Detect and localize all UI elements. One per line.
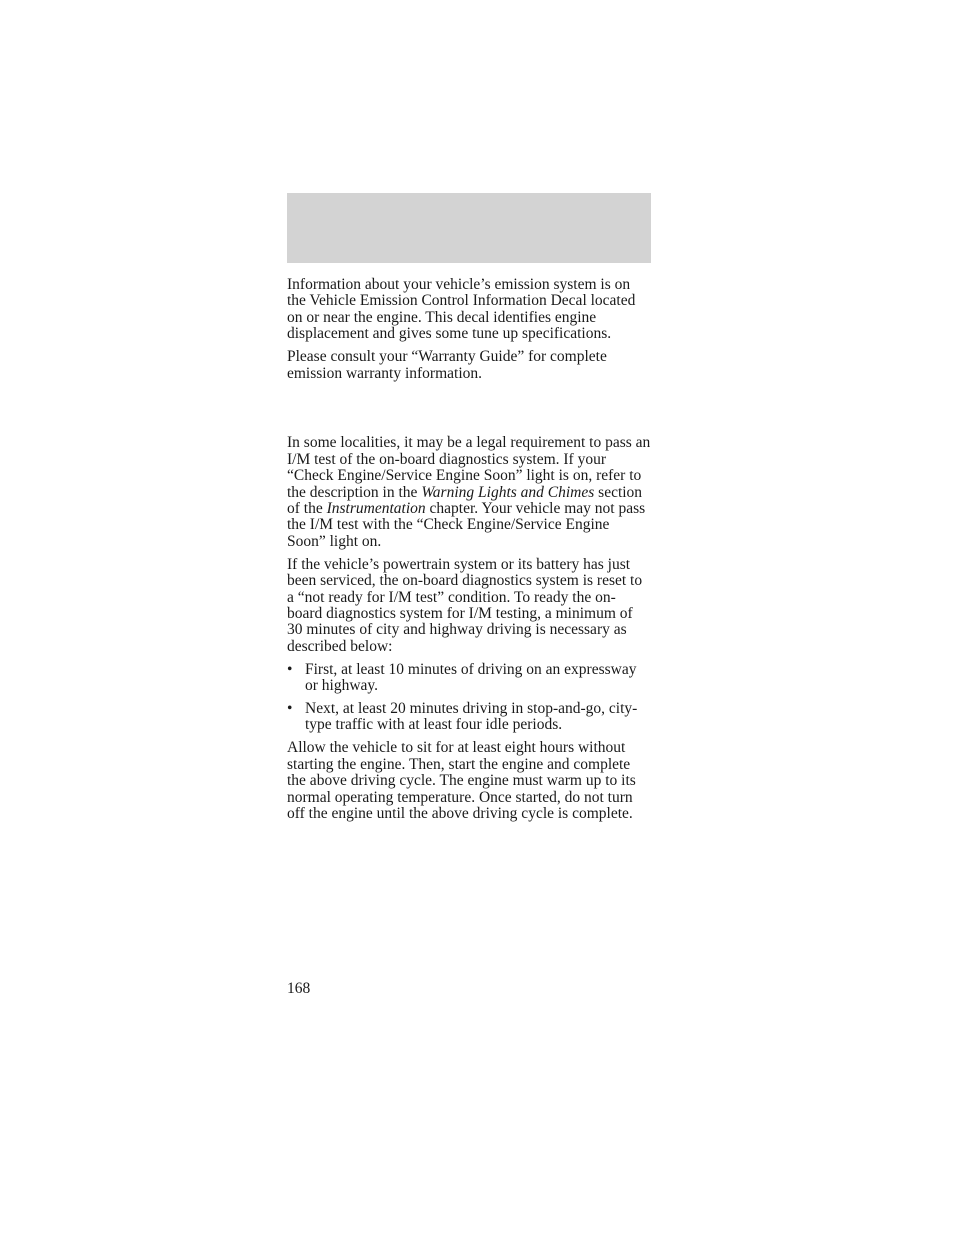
- instrumentation-reference: Instrumentation: [326, 500, 426, 518]
- im-test-text-b: section of the: [287, 483, 643, 518]
- list-item-text: First, at least 10 minutes of driving on an expressway or highway.: [305, 660, 637, 695]
- powertrain-reset-paragraph: If the vehicle’s powertrain system or its battery has just been serviced, the on-board diagnostics system is reset to a “not ready for I/M test” condition. To ready the on-board diagnostics system for I/M testing, a minimum of 30 minutes of city and highway driving is necessary as described below:: [287, 555, 643, 655]
- page-content: [287, 277, 651, 829]
- list-item: [287, 701, 651, 734]
- list-item-text: Next, at least 20 minutes driving in stop-and-go, city-type traffic with at least four idle periods.: [305, 700, 638, 734]
- im-test-text-c: chapter. Your vehicle may not pass the I/M test with the “Check Engine/Service Engine Soon” light on.: [287, 500, 646, 550]
- im-test-paragraph: [287, 435, 651, 550]
- driving-cycle-paragraph: Allow the vehicle to sit for at least eight hours without starting the engine. Then, start the engine and complete the above driving cycle. The engine must warm up to its normal operating temperature. Once started, do not turn off the engine until the above driving cycle is complete.: [287, 739, 636, 822]
- warranty-paragraph: Please consult your “Warranty Guide” for complete emission warranty information.: [287, 348, 607, 382]
- list-item: [287, 662, 651, 695]
- page-number: 168: [287, 980, 311, 997]
- warning-lights-reference: Warning Lights and Chimes: [421, 483, 595, 501]
- driving-cycle-list: [287, 662, 651, 734]
- section-gap: [287, 388, 651, 435]
- bullet-glyph: •: [287, 700, 293, 718]
- bullet-glyph: •: [287, 660, 293, 678]
- emission-info-paragraph: Information about your vehicle’s emission system is on the Vehicle Emission Control Information Decal located on or near the engine. This decal identifies engine displacement and gives some tune up specifications.: [287, 276, 636, 343]
- im-test-text-a: In some localities, it may be a legal requirement to pass an I/M test of the on-board diagnostics system. If your “Check Engine/Service Engine Soon” light is on, refer to the description in the: [287, 434, 651, 501]
- section-header-band: [287, 193, 651, 263]
